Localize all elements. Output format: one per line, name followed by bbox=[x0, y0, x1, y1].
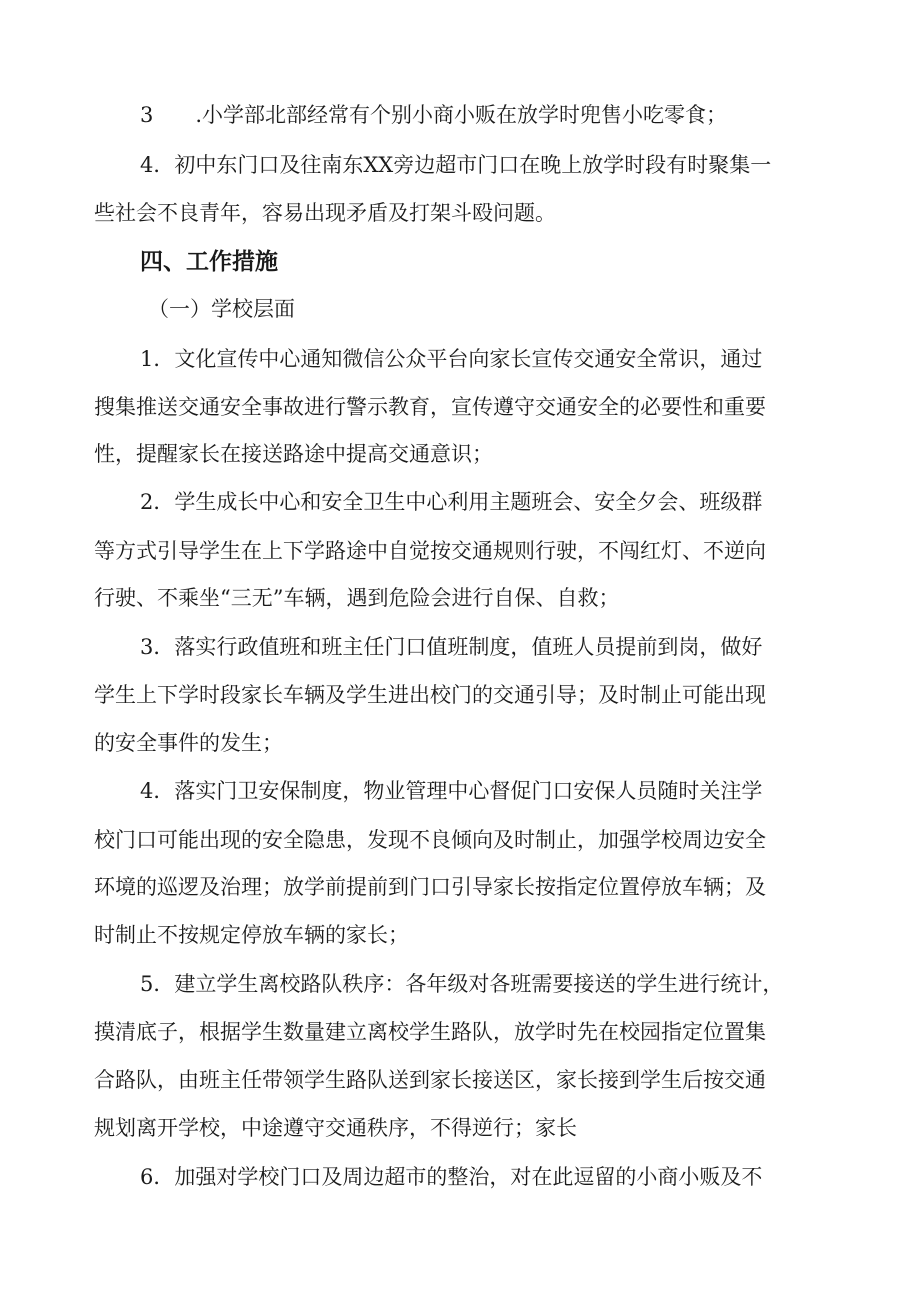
list-item-line: 2．学生成长中心和安全卫生中心利用主题班会、安全夕会、班级群 bbox=[140, 490, 763, 514]
list-item-line: 些社会不良青年，容易出现矛盾及打架斗殴问题。 bbox=[94, 201, 556, 225]
list-item-line: 规划离开学校，中途遵守交通秩序，不得逆行；家长 bbox=[94, 1116, 577, 1140]
list-item-line: 5．建立学生离校路队秩序：各年级对各班需要接送的学生进行统计， bbox=[140, 972, 784, 996]
list-item-line: 合路队，由班主任带领学生路队送到家长接送区，家长接到学生后按交通 bbox=[94, 1068, 766, 1092]
list-item-line: 4．初中东门口及往南东XX旁边超市门口在晚上放学时段有时聚集一 bbox=[140, 153, 772, 177]
list-item-line: 环境的巡逻及治理；放学前提前到门口引导家长按指定位置停放车辆；及 bbox=[94, 875, 766, 899]
list-item-line: 等方式引导学生在上下学路途中自觉按交通规则行驶，不闯红灯、不逆向 bbox=[94, 539, 766, 563]
list-item-line: 3．落实行政值班和班主任门口值班制度，值班人员提前到岗，做好 bbox=[140, 635, 763, 659]
list-item-line: 校门口可能出现的安全隐患，发现不良倾向及时制止，加强学校周边安全 bbox=[94, 828, 766, 852]
list-item-line: 1．文化宣传中心通知微信公众平台向家长宣传交通安全常识，通过 bbox=[140, 347, 763, 371]
list-item-line: 性，提醒家长在接送路途中提高交通意识； bbox=[94, 442, 493, 466]
subsection-heading: （一）学校层面 bbox=[148, 297, 295, 321]
list-item-line: 搜集推送交通安全事故进行警示教育，宣传遵守交通安全的必要性和重要 bbox=[94, 395, 766, 419]
list-item-line: 时制止不按规定停放车辆的家长； bbox=[94, 923, 409, 947]
list-item-line: 3 .小学部北部经常有个别小商小贩在放学时兜售小吃零食； bbox=[140, 103, 728, 127]
list-item-line: 摸清底子，根据学生数量建立离校学生路队，放学时先在校园指定位置集 bbox=[94, 1020, 766, 1044]
list-item-line: 学生上下学时段家长车辆及学生进出校门的交通引导；及时制止可能出现 bbox=[94, 683, 766, 707]
list-item-line: 6．加强对学校门口及周边超市的整治，对在此逗留的小商小贩及不 bbox=[140, 1165, 763, 1189]
list-item-line: 行驶、不乘坐“三无”车辆，遇到危险会进行自保、自救； bbox=[94, 586, 620, 610]
section-heading: 四、工作措施 bbox=[140, 249, 278, 275]
list-item-line: 的安全事件的发生； bbox=[94, 731, 283, 755]
list-item-line: 4．落实门卫安保制度，物业管理中心督促门口安保人员随时关注学 bbox=[140, 779, 763, 803]
